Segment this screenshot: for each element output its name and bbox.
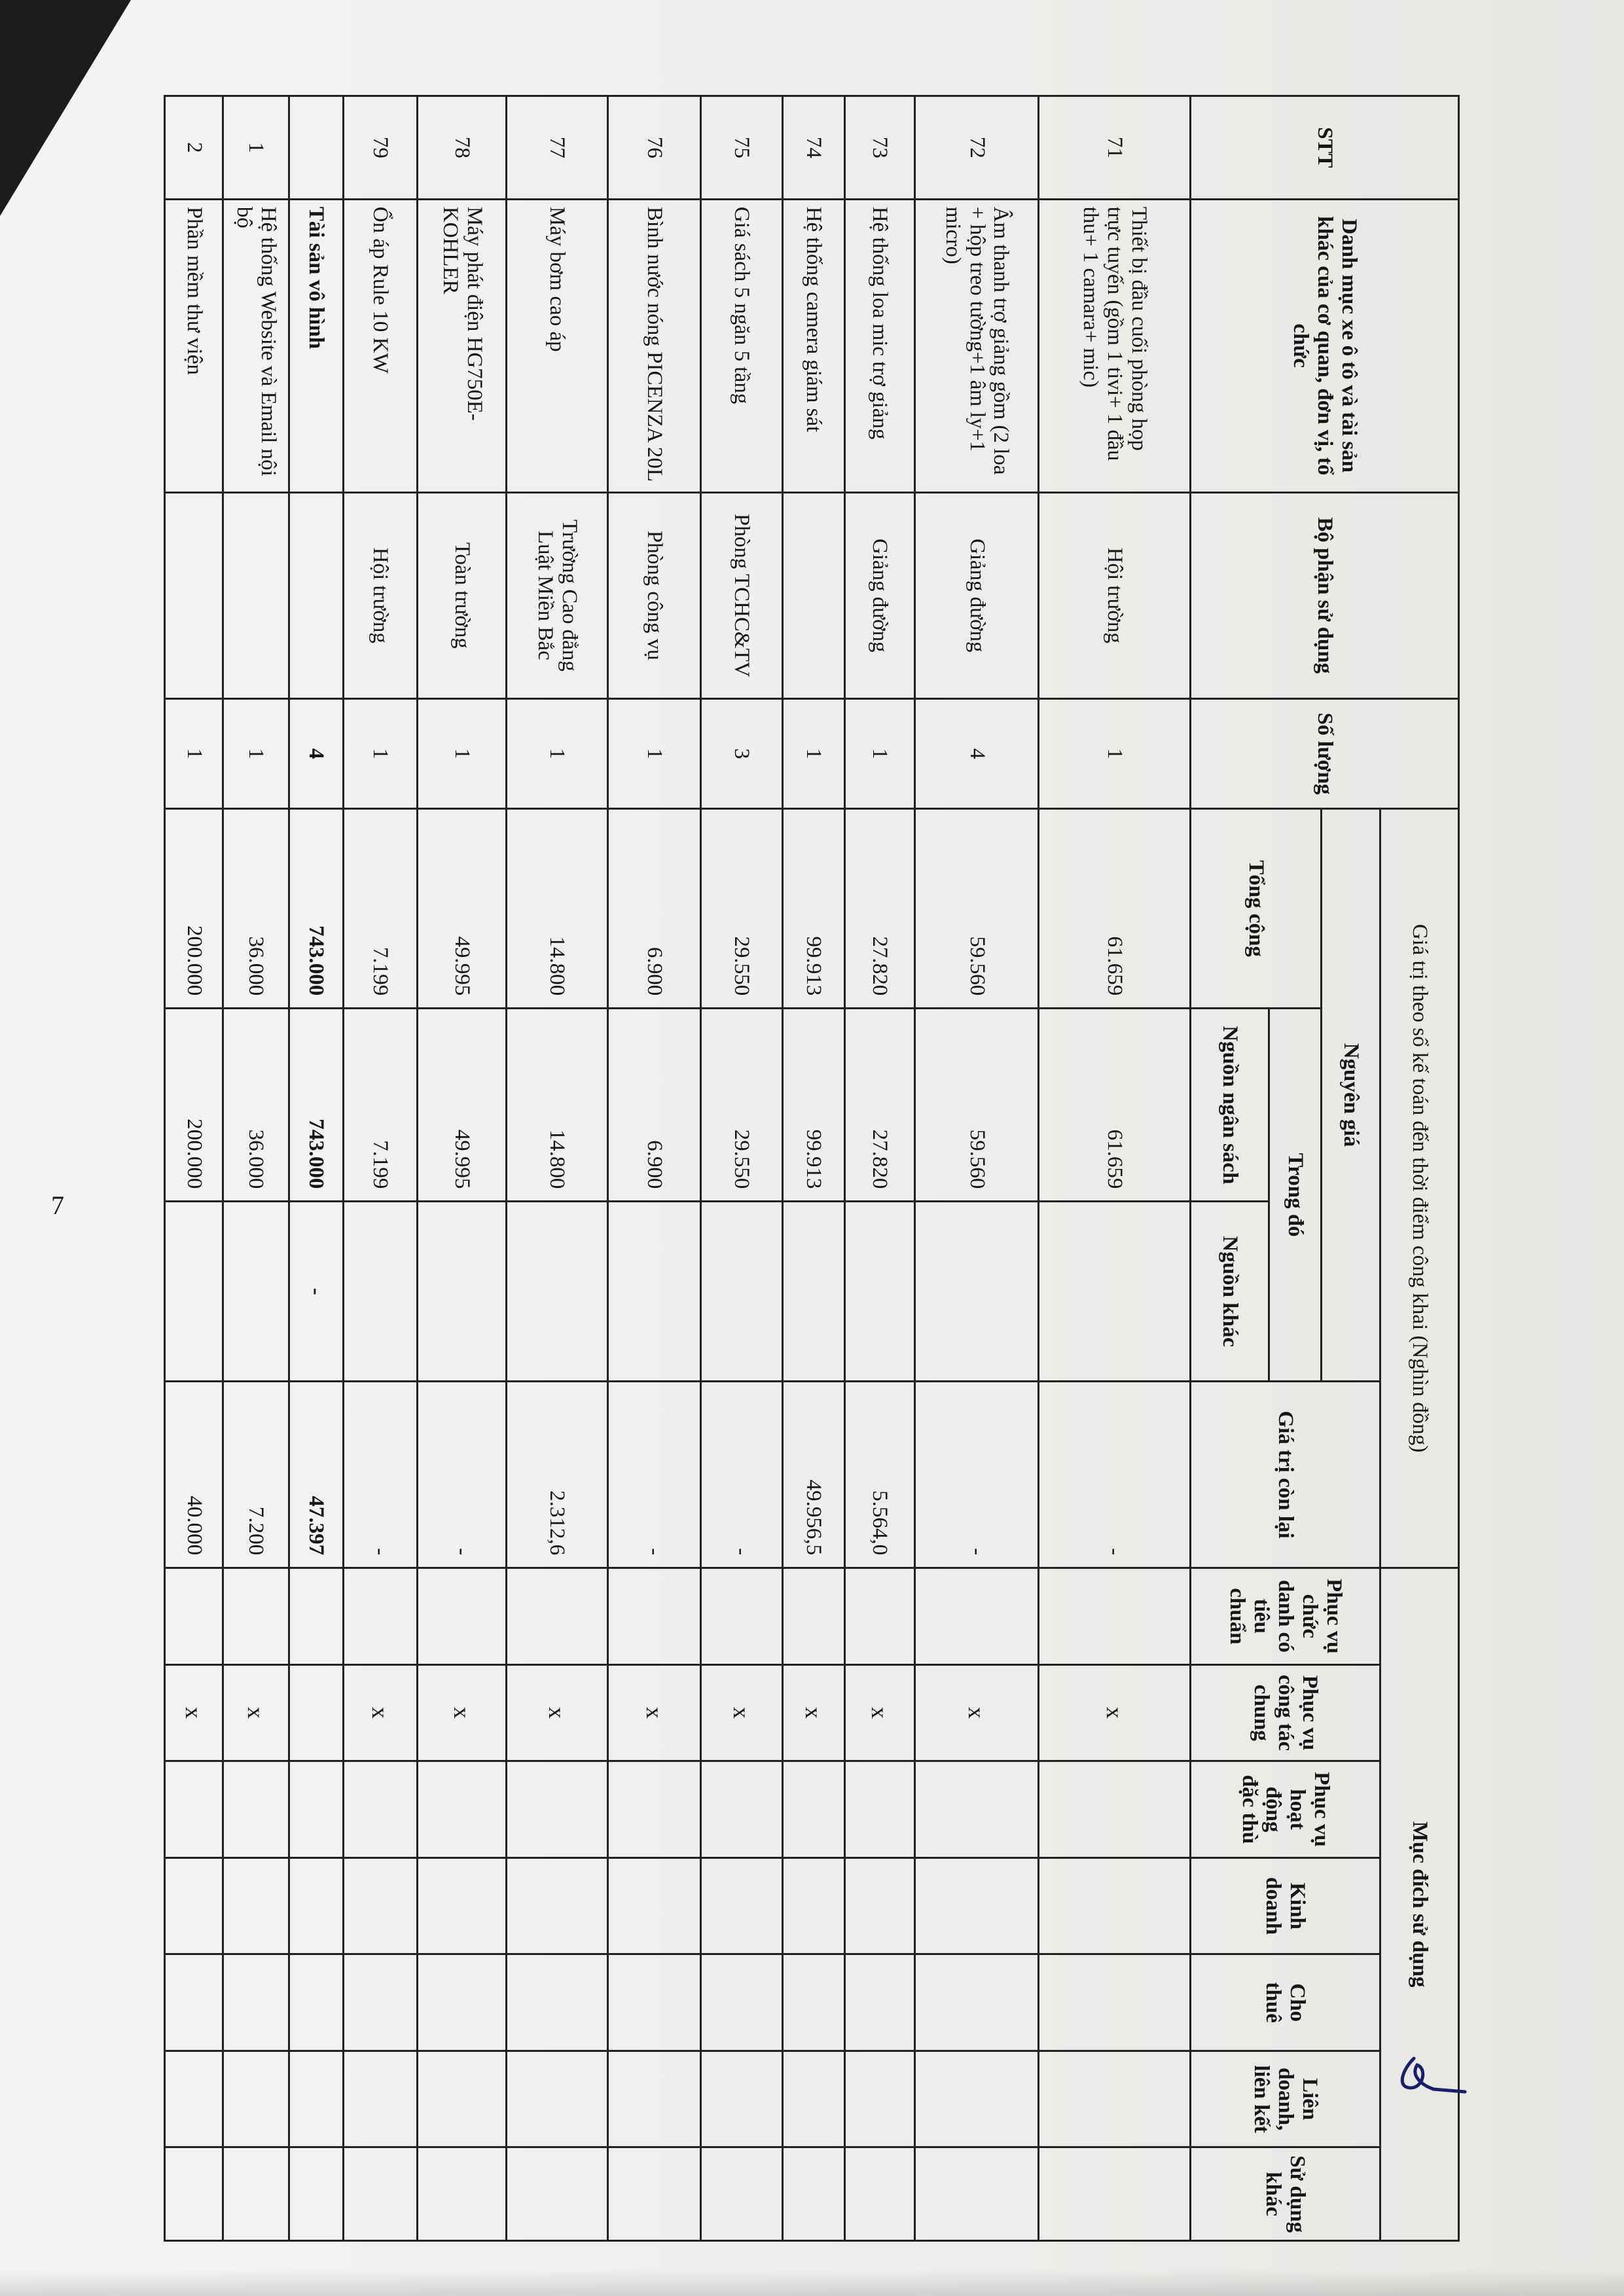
cell-stt: 71 — [1039, 96, 1191, 200]
handwritten-initial — [1388, 2049, 1473, 2108]
cell-purpose-title-holders — [507, 1568, 607, 1665]
table-row — [701, 96, 783, 2241]
cell-purpose-title-holders — [607, 1568, 700, 1665]
cell-purpose-special — [165, 1761, 223, 1858]
cell-stt: 73 — [844, 96, 914, 200]
cell-purpose-general: x — [607, 1664, 700, 1761]
cell-purpose-title-holders — [165, 1568, 223, 1665]
cell-name: Máy phát điện HG750E-KOHLER — [417, 199, 507, 492]
cell-purpose-title-holders — [701, 1568, 783, 1665]
cell-remaining: 47.397 — [289, 1382, 343, 1568]
cell-stt: 74 — [782, 96, 844, 200]
cell-other-source — [165, 1202, 223, 1382]
cell-budget: 6.900 — [607, 1009, 700, 1202]
page-number: 7 — [51, 1191, 64, 1220]
cell-budget: 7.199 — [344, 1009, 418, 1202]
cell-quantity: 1 — [844, 699, 914, 809]
cell-purpose-general: x — [844, 1664, 914, 1761]
asset-table-sheet — [164, 95, 1460, 2242]
cell-purpose-title-holders — [1039, 1568, 1191, 1665]
cell-purpose-general: x — [1039, 1664, 1191, 1761]
cell-purpose-joint — [344, 2051, 418, 2147]
cell-department: Phòng TCHC&TV — [701, 492, 783, 698]
cell-name: Thiết bị đầu cuối phòng họp trực tuyến (gồm 1 tivi+ 1 đầu thu+ 1 camara+ mic) — [1039, 199, 1191, 492]
cell-purpose-general: x — [782, 1664, 844, 1761]
cell-stt — [289, 96, 343, 200]
cell-total: 743.000 — [289, 808, 343, 1008]
cell-purpose-special — [507, 1761, 607, 1858]
cell-quantity: 1 — [344, 699, 418, 809]
cell-purpose-rent — [507, 1954, 607, 2051]
cell-remaining: 2.312,6 — [507, 1382, 607, 1568]
cell-purpose-special — [289, 1761, 343, 1858]
cell-quantity: 1 — [165, 699, 223, 809]
cell-name: Máy bơm cao áp — [507, 199, 607, 492]
header-purpose-special: Phục vụ hoạt động đặc thù — [1191, 1761, 1380, 1858]
cell-total: 59.560 — [914, 808, 1039, 1008]
header-quantity: Số lượng — [1191, 699, 1459, 809]
cell-remaining: 7.200 — [223, 1382, 289, 1568]
header-of-which: Trong đó — [1269, 1009, 1322, 1382]
cell-other-source — [607, 1202, 700, 1382]
table-row — [223, 96, 289, 2241]
cell-quantity: 1 — [1039, 699, 1191, 809]
cell-stt: 72 — [914, 96, 1039, 200]
cell-department: Trường Cao đẳng Luật Miền Bắc — [507, 492, 607, 698]
cell-other-source: - — [289, 1202, 343, 1382]
cell-department: Hội trường — [344, 492, 418, 698]
header-purpose-group: Mục đích sử dụng — [1380, 1568, 1459, 2241]
header-state-budget: Nguồn ngân sách — [1191, 1009, 1269, 1202]
cell-purpose-other — [344, 2147, 418, 2241]
cell-total: 36.000 — [223, 808, 289, 1008]
header-purpose-general: Phục vụ công tác chung — [1191, 1664, 1380, 1761]
cell-stt: 78 — [417, 96, 507, 200]
cell-name: Ổn áp Rule 10 KW — [344, 199, 418, 492]
header-total: Tổng cộng — [1191, 808, 1322, 1008]
cell-purpose-rent — [914, 1954, 1039, 2051]
header-purpose-other: Sử dụng khác — [1191, 2147, 1380, 2241]
cell-quantity: 3 — [701, 699, 783, 809]
cell-purpose-special — [1039, 1761, 1191, 1858]
cell-total: 27.820 — [844, 808, 914, 1008]
cell-purpose-general: x — [507, 1664, 607, 1761]
cell-budget: 59.560 — [914, 1009, 1039, 1202]
cell-purpose-rent — [417, 1954, 507, 2051]
cell-name: Âm thanh trợ giảng gồm (2 loa + hộp treo tường+1 âm ly+1 micro) — [914, 199, 1039, 492]
table-row — [417, 96, 507, 2241]
cell-department — [289, 492, 343, 698]
cell-purpose-general — [289, 1664, 343, 1761]
cell-other-source — [223, 1202, 289, 1382]
cell-purpose-rent — [223, 1954, 289, 2051]
cell-purpose-business — [782, 1857, 844, 1954]
table-row — [1039, 96, 1191, 2241]
cell-other-source — [844, 1202, 914, 1382]
cell-purpose-business — [607, 1857, 700, 1954]
cell-name: Hệ thống Website và Email nội bộ — [223, 199, 289, 492]
cell-other-source — [914, 1202, 1039, 1382]
cell-purpose-business — [507, 1857, 607, 1954]
cell-purpose-general: x — [701, 1664, 783, 1761]
cell-purpose-business — [701, 1857, 783, 1954]
cell-department: Hội trường — [1039, 492, 1191, 698]
header-other-source: Nguồn khác — [1191, 1202, 1269, 1382]
cell-purpose-joint — [844, 2051, 914, 2147]
table-row — [344, 96, 418, 2241]
header-stt: STT — [1191, 96, 1459, 200]
cell-quantity: 4 — [914, 699, 1039, 809]
cell-purpose-business — [223, 1857, 289, 1954]
cell-purpose-other — [507, 2147, 607, 2241]
cell-purpose-title-holders — [289, 1568, 343, 1665]
table-row — [782, 96, 844, 2241]
cell-budget: 49.995 — [417, 1009, 507, 1202]
cell-purpose-special — [844, 1761, 914, 1858]
cell-department: Toàn trường — [417, 492, 507, 698]
cell-purpose-other — [223, 2147, 289, 2241]
cell-department: Giảng đường — [844, 492, 914, 698]
cell-budget: 36.000 — [223, 1009, 289, 1202]
header-name: Danh mục xe ô tô và tài sản khác của cơ quan, đơn vị, tổ chức — [1191, 199, 1459, 492]
cell-budget: 29.550 — [701, 1009, 783, 1202]
cell-quantity: 4 — [289, 699, 343, 809]
cell-purpose-other — [914, 2147, 1039, 2241]
cell-budget: 99.913 — [782, 1009, 844, 1202]
cell-other-source — [507, 1202, 607, 1382]
cell-remaining: 40.000 — [165, 1382, 223, 1568]
header-remaining-value: Giá trị còn lại — [1191, 1382, 1380, 1568]
cell-stt: 77 — [507, 96, 607, 200]
table-row — [914, 96, 1039, 2241]
cell-department: Phòng công vụ — [607, 492, 700, 698]
scan-bottom-shadow — [0, 2270, 1624, 2296]
cell-purpose-other — [289, 2147, 343, 2241]
cell-name: Hệ thống loa mic trợ giảng — [844, 199, 914, 492]
cell-total: 49.995 — [417, 808, 507, 1008]
cell-name: Tài sản vô hình — [289, 199, 343, 492]
cell-name: Giá sách 5 ngăn 5 tầng — [701, 199, 783, 492]
cell-department — [782, 492, 844, 698]
cell-purpose-special — [701, 1761, 783, 1858]
cell-other-source — [1039, 1202, 1191, 1382]
cell-remaining: - — [344, 1382, 418, 1568]
scan-corner-shadow — [0, 0, 131, 216]
cell-purpose-other — [417, 2147, 507, 2241]
cell-purpose-title-holders — [782, 1568, 844, 1665]
cell-budget: 14.800 — [507, 1009, 607, 1202]
cell-purpose-rent — [1039, 1954, 1191, 2051]
cell-purpose-joint — [701, 2051, 783, 2147]
cell-purpose-business — [289, 1857, 343, 1954]
cell-purpose-rent — [165, 1954, 223, 2051]
cell-purpose-business — [844, 1857, 914, 1954]
cell-stt: 2 — [165, 96, 223, 200]
cell-remaining: 5.564,0 — [844, 1382, 914, 1568]
cell-remaining: - — [914, 1382, 1039, 1568]
header-department: Bộ phận sử dụng — [1191, 492, 1459, 698]
cell-purpose-other — [782, 2147, 844, 2241]
header-original-cost: Nguyên giá — [1322, 808, 1380, 1381]
cell-purpose-special — [417, 1761, 507, 1858]
cell-purpose-special — [914, 1761, 1039, 1858]
cell-purpose-special — [607, 1761, 700, 1858]
cell-name: Hệ thống camera giám sát — [782, 199, 844, 492]
cell-budget: 200.000 — [165, 1009, 223, 1202]
cell-purpose-general: x — [344, 1664, 418, 1761]
cell-purpose-joint — [289, 2051, 343, 2147]
cell-purpose-title-holders — [223, 1568, 289, 1665]
cell-other-source — [344, 1202, 418, 1382]
header-purpose-business: Kinh doanh — [1191, 1857, 1380, 1954]
cell-purpose-general: x — [417, 1664, 507, 1761]
cell-purpose-title-holders — [914, 1568, 1039, 1665]
cell-purpose-joint — [782, 2051, 844, 2147]
cell-department — [223, 492, 289, 698]
cell-total: 29.550 — [701, 808, 783, 1008]
cell-purpose-rent — [844, 1954, 914, 2051]
cell-purpose-joint — [1039, 2051, 1191, 2147]
cell-other-source — [417, 1202, 507, 1382]
cell-name: Bình nước nóng PICENZA 20L — [607, 199, 700, 492]
cell-purpose-special — [223, 1761, 289, 1858]
cell-purpose-other — [701, 2147, 783, 2241]
cell-purpose-special — [344, 1761, 418, 1858]
cell-budget: 743.000 — [289, 1009, 343, 1202]
cell-purpose-rent — [782, 1954, 844, 2051]
cell-purpose-general: x — [165, 1664, 223, 1761]
cell-purpose-other — [607, 2147, 700, 2241]
cell-total: 99.913 — [782, 808, 844, 1008]
cell-budget: 27.820 — [844, 1009, 914, 1202]
cell-purpose-rent — [289, 1954, 343, 2051]
cell-purpose-joint — [507, 2051, 607, 2147]
cell-quantity: 1 — [607, 699, 700, 809]
cell-stt: 76 — [607, 96, 700, 200]
cell-purpose-joint — [607, 2051, 700, 2147]
cell-purpose-business — [165, 1857, 223, 1954]
cell-quantity: 1 — [223, 699, 289, 809]
header-purpose-joint: Liên doanh, liên kết — [1191, 2051, 1380, 2147]
table-row — [844, 96, 914, 2241]
asset-table — [164, 95, 1460, 2242]
cell-remaining: - — [1039, 1382, 1191, 1568]
cell-purpose-joint — [165, 2051, 223, 2147]
cell-purpose-general: x — [914, 1664, 1039, 1761]
cell-stt: 1 — [223, 96, 289, 200]
cell-stt: 79 — [344, 96, 418, 200]
cell-purpose-joint — [914, 2051, 1039, 2147]
cell-department — [165, 492, 223, 698]
cell-remaining: - — [607, 1382, 700, 1568]
cell-total: 200.000 — [165, 808, 223, 1008]
cell-department: Giảng đường — [914, 492, 1039, 698]
cell-remaining: 49.956,5 — [782, 1382, 844, 1568]
cell-quantity: 1 — [507, 699, 607, 809]
table-row — [165, 96, 223, 2241]
cell-quantity: 1 — [782, 699, 844, 809]
cell-purpose-business — [914, 1857, 1039, 1954]
cell-purpose-title-holders — [417, 1568, 507, 1665]
cell-purpose-special — [782, 1761, 844, 1858]
cell-stt: 75 — [701, 96, 783, 200]
cell-purpose-title-holders — [344, 1568, 418, 1665]
cell-purpose-general: x — [223, 1664, 289, 1761]
cell-purpose-other — [165, 2147, 223, 2241]
cell-remaining: - — [701, 1382, 783, 1568]
cell-total: 6.900 — [607, 808, 700, 1008]
cell-quantity: 1 — [417, 699, 507, 809]
cell-name: Phần mềm thư viện — [165, 199, 223, 492]
cell-other-source — [782, 1202, 844, 1382]
cell-purpose-rent — [344, 1954, 418, 2051]
cell-purpose-other — [844, 2147, 914, 2241]
cell-purpose-other — [1039, 2147, 1191, 2241]
table-row — [507, 96, 607, 2241]
cell-purpose-rent — [701, 1954, 783, 2051]
header-value-group: Giá trị theo sổ kế toán đến thời điểm công khai (Nghìn đồng) — [1380, 808, 1459, 1568]
intangible-assets-total-row — [289, 96, 343, 2241]
cell-purpose-business — [344, 1857, 418, 1954]
cell-remaining: - — [417, 1382, 507, 1568]
header-purpose-rent: Cho thuê — [1191, 1954, 1380, 2051]
cell-total: 7.199 — [344, 808, 418, 1008]
cell-purpose-title-holders — [844, 1568, 914, 1665]
cell-budget: 61.659 — [1039, 1009, 1191, 1202]
cell-purpose-business — [1039, 1857, 1191, 1954]
cell-purpose-joint — [223, 2051, 289, 2147]
cell-purpose-joint — [417, 2051, 507, 2147]
header-purpose-title-holders: Phục vụ chức danh có tiêu chuẩn — [1191, 1568, 1380, 1665]
table-row — [607, 96, 700, 2241]
cell-total: 14.800 — [507, 808, 607, 1008]
cell-purpose-business — [417, 1857, 507, 1954]
cell-other-source — [701, 1202, 783, 1382]
cell-total: 61.659 — [1039, 808, 1191, 1008]
cell-purpose-rent — [607, 1954, 700, 2051]
